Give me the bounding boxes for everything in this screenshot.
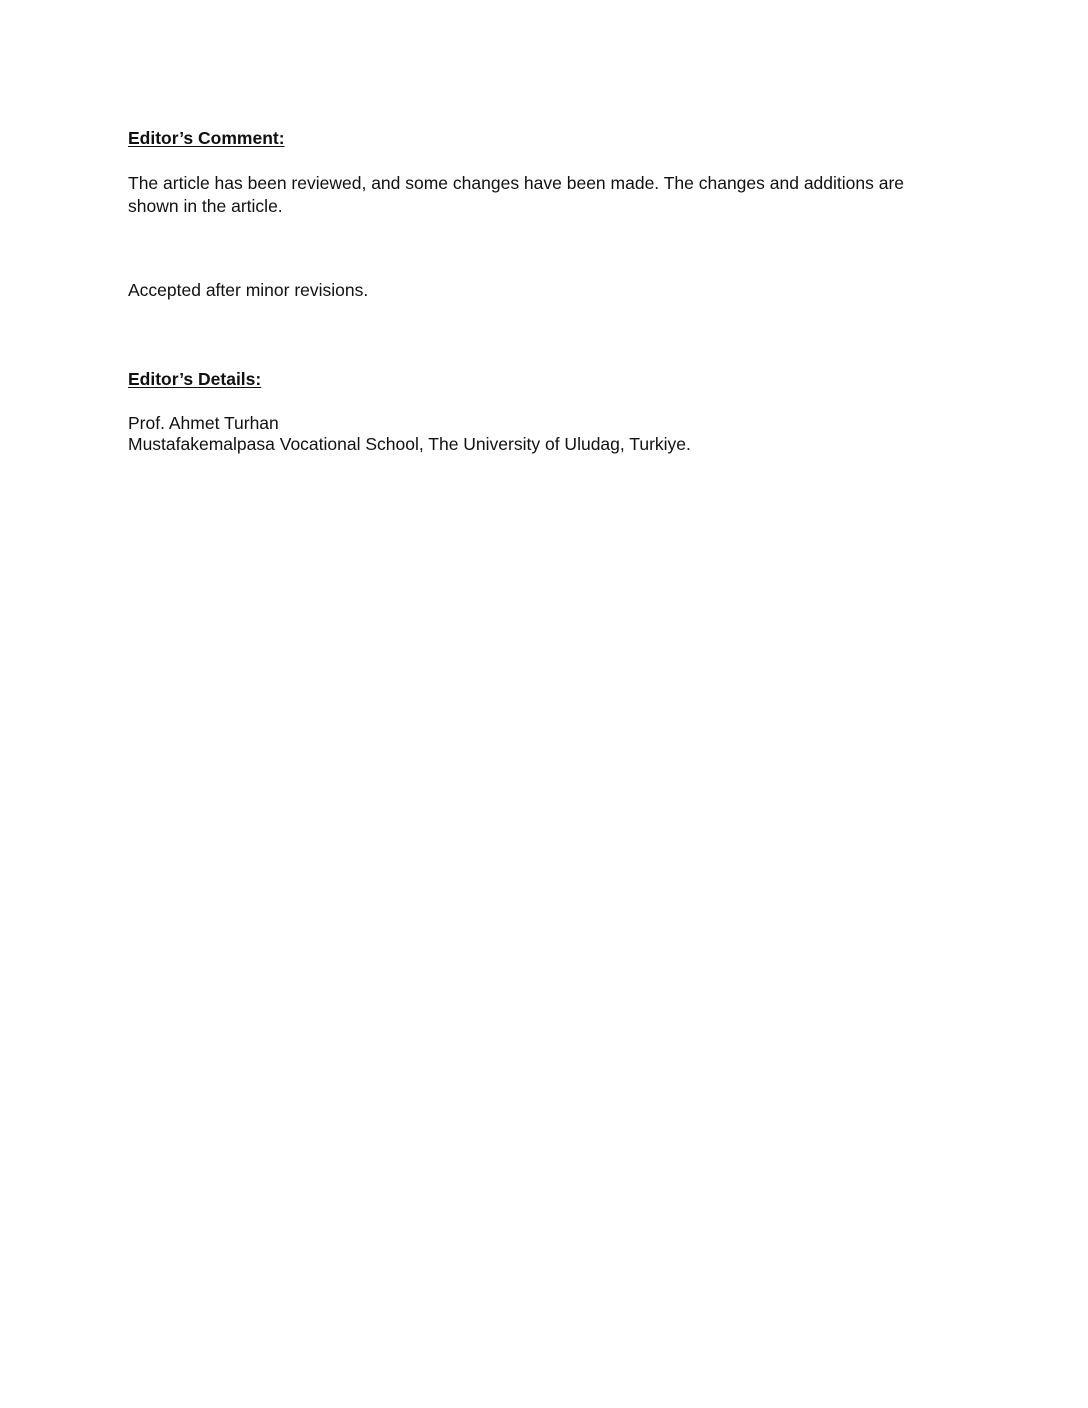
editor-name: Prof. Ahmet Turhan — [128, 413, 279, 433]
editor-comment-heading: Editor’s Comment: — [128, 128, 285, 148]
editor-decision: Accepted after minor revisions. — [128, 280, 369, 300]
editor-comment-body — [128, 172, 928, 218]
comment-line: The article has been reviewed, and some changes have been made. The changes and additions are — [128, 173, 905, 193]
comment-line: shown in the article. — [128, 196, 283, 216]
editor-affiliation: Mustafakemalpasa Vocational School, The University of Uludag, Turkiye. — [128, 434, 691, 454]
editor-details-heading: Editor’s Details: — [128, 369, 262, 389]
editor-details-body — [128, 413, 928, 455]
